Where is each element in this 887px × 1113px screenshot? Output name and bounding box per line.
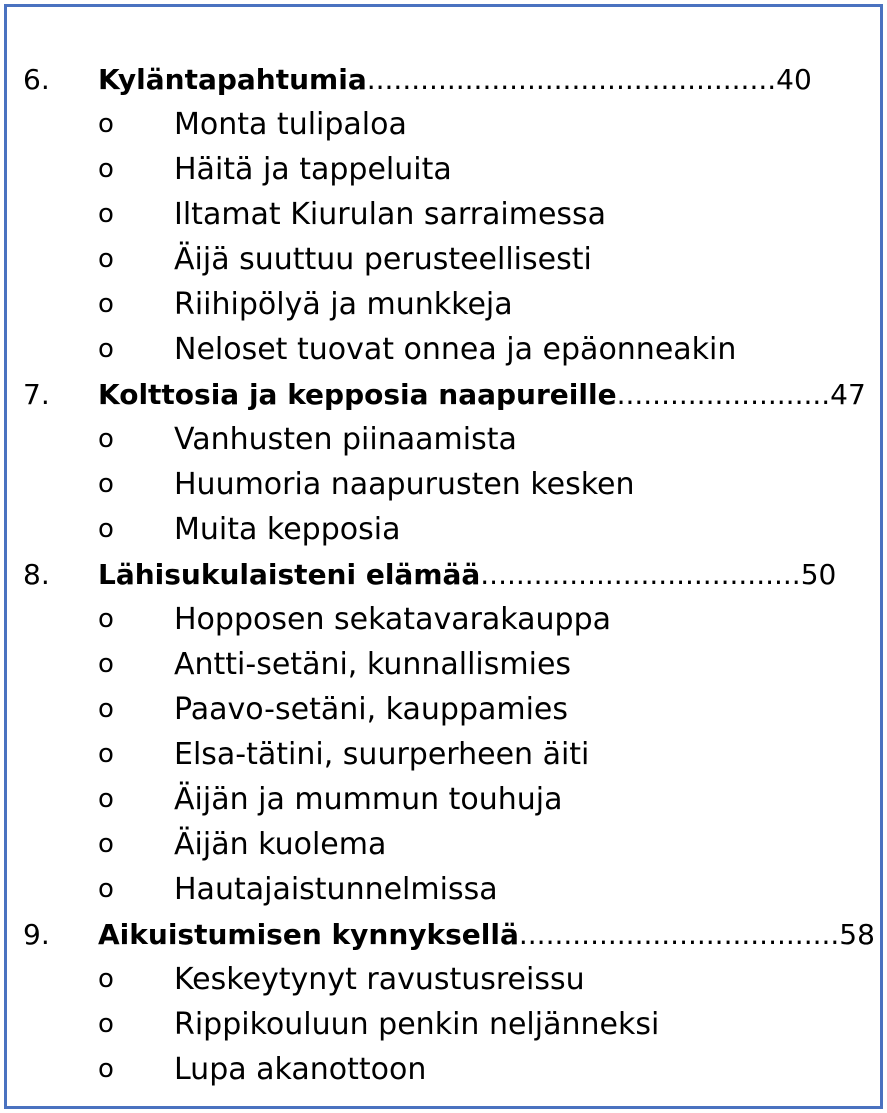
subsection-label: Elsa-tätini, suurperheen äiti	[174, 737, 590, 772]
chapter-title: Kolttosia ja kepposia naapureille	[98, 378, 617, 411]
chapter-title-line	[98, 552, 836, 597]
chapter-entry[interactable]	[23, 57, 873, 102]
chapter-title-line	[98, 372, 866, 417]
chapter-title-line	[98, 57, 812, 102]
subsection-label: Äijän ja mummun touhuja	[174, 782, 563, 817]
chapter-title-line	[98, 912, 875, 957]
subsection-item[interactable]	[23, 237, 873, 282]
bullet-icon: o	[98, 964, 114, 994]
bullet-icon: o	[98, 334, 114, 364]
bullet-icon: o	[98, 1054, 114, 1084]
chapter-number: 6.	[23, 63, 50, 96]
subsection-label: Keskeytynyt ravustusreissu	[174, 962, 585, 997]
bullet-icon: o	[98, 469, 114, 499]
bullet-icon: o	[98, 1009, 114, 1039]
bullet-icon: o	[98, 199, 114, 229]
subsection-item[interactable]	[23, 597, 873, 642]
subsection-item[interactable]	[23, 282, 873, 327]
subsection-item[interactable]	[23, 327, 873, 372]
bullet-icon: o	[98, 694, 114, 724]
bullet-icon: o	[98, 829, 114, 859]
subsection-item[interactable]	[23, 1047, 873, 1092]
dot-leader: ........................	[616, 378, 831, 411]
bullet-icon: o	[98, 604, 114, 634]
page-number: 58	[839, 918, 875, 951]
subsection-label: Vanhusten piinaamista	[174, 422, 517, 457]
bullet-icon: o	[98, 514, 114, 544]
subsection-label: Äijän kuolema	[174, 827, 387, 862]
subsection-label: Rippikouluun penkin neljänneksi	[174, 1007, 660, 1042]
chapter-title: Aikuistumisen kynnyksellä	[98, 918, 519, 951]
bullet-icon: o	[98, 739, 114, 769]
subsection-item[interactable]	[23, 417, 873, 462]
subsection-item[interactable]	[23, 867, 873, 912]
subsection-label: Paavo-setäni, kauppamies	[174, 692, 569, 727]
subsection-item[interactable]	[23, 102, 873, 147]
subsection-item[interactable]	[23, 777, 873, 822]
subsection-item[interactable]	[23, 1002, 873, 1047]
subsection-label: Huumoria naapurusten kesken	[174, 467, 635, 502]
dot-leader: ....................................	[518, 918, 840, 951]
page-number: 50	[800, 558, 837, 591]
subsection-item[interactable]	[23, 147, 873, 192]
subsection-label: Neloset tuovat onnea ja epäonneakin	[174, 332, 737, 367]
subsection-item[interactable]	[23, 957, 873, 1002]
subsection-item[interactable]	[23, 507, 873, 552]
subsection-label: Riihipölyä ja munkkeja	[174, 287, 513, 322]
bullet-icon: o	[98, 874, 114, 904]
subsection-item[interactable]	[23, 732, 873, 777]
chapter-number: 7.	[23, 378, 50, 411]
dot-leader: ....................................	[480, 558, 801, 591]
subsection-label: Monta tulipaloa	[174, 107, 407, 142]
chapter-entry[interactable]	[23, 372, 873, 417]
subsection-label: Lupa akanottoon	[174, 1052, 427, 1087]
chapter-entry[interactable]	[23, 552, 873, 597]
subsection-item[interactable]	[23, 687, 873, 732]
subsection-item[interactable]	[23, 192, 873, 237]
subsection-item[interactable]	[23, 462, 873, 507]
bullet-icon: o	[98, 109, 114, 139]
chapter-entry[interactable]	[23, 912, 873, 957]
subsection-label: Häitä ja tappeluita	[174, 152, 452, 187]
chapter-title: Lähisukulaisteni elämää	[98, 558, 481, 591]
subsection-item[interactable]	[23, 822, 873, 867]
chapter-title: Kyläntapahtumia	[98, 63, 367, 96]
bullet-icon: o	[98, 784, 114, 814]
subsection-item[interactable]	[23, 642, 873, 687]
bullet-icon: o	[98, 154, 114, 184]
bullet-icon: o	[98, 244, 114, 274]
subsection-label: Iltamat Kiurulan sarraimessa	[174, 197, 607, 232]
page-number: 47	[830, 378, 866, 411]
bullet-icon: o	[98, 424, 114, 454]
subsection-label: Äijä suuttuu perusteellisesti	[174, 242, 592, 277]
page-number: 40	[776, 63, 812, 96]
bullet-icon: o	[98, 649, 114, 679]
bullet-icon: o	[98, 289, 114, 319]
subsection-label: Antti-setäni, kunnallismies	[174, 647, 572, 682]
chapter-number: 8.	[23, 558, 50, 591]
subsection-label: Hautajaistunnelmissa	[174, 872, 498, 907]
subsection-label: Muita kepposia	[174, 512, 401, 547]
chapter-number: 9.	[23, 918, 50, 951]
subsection-label: Hopposen sekatavarakauppa	[174, 602, 612, 637]
dot-leader: ..............................................	[366, 63, 777, 96]
table-of-contents	[23, 57, 873, 1092]
